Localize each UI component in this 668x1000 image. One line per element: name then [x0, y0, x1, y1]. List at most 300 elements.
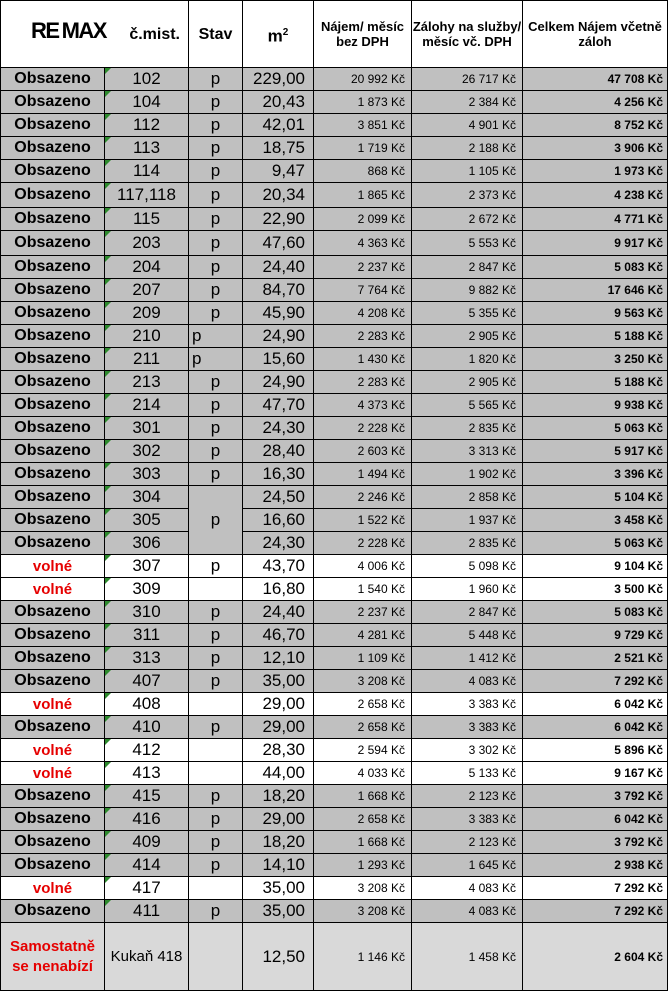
total-cell: 5 896 Kč	[523, 739, 668, 762]
deposit-cell: 2 847 Kč	[412, 601, 523, 624]
stav-cell: p	[189, 785, 243, 808]
total-cell: 2 604 Kč	[523, 923, 668, 991]
rent-cell: 3 851 Kč	[314, 114, 412, 137]
stav-cell: p	[189, 231, 243, 256]
unit-number-cell: 301	[105, 417, 189, 440]
deposit-cell: 4 083 Kč	[412, 670, 523, 693]
total-cell: 2 521 Kč	[523, 647, 668, 670]
deposit-cell: 1 458 Kč	[412, 923, 523, 991]
rent-cell: 1 146 Kč	[314, 923, 412, 991]
unit-number-cell: 413	[105, 762, 189, 785]
area-cell: 28,30	[243, 739, 314, 762]
area-cell: 47,70	[243, 394, 314, 417]
deposit-cell: 2 858 Kč	[412, 486, 523, 509]
table-row	[1, 739, 668, 762]
area-cell: 35,00	[243, 877, 314, 900]
unit-number-cell: 117,118	[105, 183, 189, 208]
stav-cell	[189, 762, 243, 785]
status-cell: Obsazeno	[1, 785, 105, 808]
area-cell: 18,75	[243, 137, 314, 160]
unit-number-cell: 114	[105, 160, 189, 183]
status-cell: Obsazeno	[1, 231, 105, 256]
area-cell: 24,90	[243, 371, 314, 394]
status-cell: Obsazeno	[1, 601, 105, 624]
unit-number-cell: 302	[105, 440, 189, 463]
rent-cell: 20 992 Kč	[314, 68, 412, 91]
unit-number-cell: 415	[105, 785, 189, 808]
area-cell: 18,20	[243, 831, 314, 854]
deposit-cell: 1 960 Kč	[412, 578, 523, 601]
unit-number-cell: 408	[105, 693, 189, 716]
unit-number-cell: 204	[105, 256, 189, 279]
rent-cell: 2 283 Kč	[314, 371, 412, 394]
deposit-cell: 4 083 Kč	[412, 877, 523, 900]
stav-cell: p	[189, 302, 243, 325]
rent-cell: 4 208 Kč	[314, 302, 412, 325]
rent-cell: 1 668 Kč	[314, 785, 412, 808]
table-row	[1, 601, 668, 624]
rent-cell: 2 594 Kč	[314, 739, 412, 762]
status-cell: Obsazeno	[1, 68, 105, 91]
deposit-cell: 1 937 Kč	[412, 509, 523, 532]
rent-cell: 1 540 Kč	[314, 578, 412, 601]
stav-cell: p	[189, 394, 243, 417]
stav-cell: p	[189, 256, 243, 279]
rent-cell: 2 603 Kč	[314, 440, 412, 463]
unit-number-cell: 115	[105, 208, 189, 231]
deposit-cell: 5 098 Kč	[412, 555, 523, 578]
unit-number-cell: 412	[105, 739, 189, 762]
deposit-cell: 2 123 Kč	[412, 831, 523, 854]
unit-number-cell: 407	[105, 670, 189, 693]
stav-cell	[189, 578, 243, 601]
unit-number-cell: 313	[105, 647, 189, 670]
total-cell: 9 938 Kč	[523, 394, 668, 417]
stav-cell: p	[189, 348, 243, 371]
deposit-cell: 2 373 Kč	[412, 183, 523, 208]
area-cell: 35,00	[243, 900, 314, 923]
total-cell: 9 167 Kč	[523, 762, 668, 785]
table-row	[1, 256, 668, 279]
status-cell: Obsazeno	[1, 670, 105, 693]
total-cell: 5 188 Kč	[523, 325, 668, 348]
table-row	[1, 624, 668, 647]
rent-cell: 2 658 Kč	[314, 716, 412, 739]
status-cell: volné	[1, 578, 105, 601]
deposit-cell: 3 383 Kč	[412, 693, 523, 716]
total-cell: 5 188 Kč	[523, 371, 668, 394]
total-cell: 7 292 Kč	[523, 877, 668, 900]
table-row	[1, 716, 668, 739]
area-cell: 15,60	[243, 348, 314, 371]
deposit-cell: 1 820 Kč	[412, 348, 523, 371]
unit-number-cell: 417	[105, 877, 189, 900]
header-m2: $m^2$	[243, 1, 314, 68]
unit-number-cell: 306	[105, 532, 189, 555]
unit-number-cell: 410	[105, 716, 189, 739]
rent-cell: 2 099 Kč	[314, 208, 412, 231]
area-cell: 43,70	[243, 555, 314, 578]
table-row	[1, 394, 668, 417]
total-cell: 9 729 Kč	[523, 624, 668, 647]
unit-number-cell: 213	[105, 371, 189, 394]
table-row	[1, 785, 668, 808]
stav-cell: p	[189, 647, 243, 670]
status-cell: Obsazeno	[1, 302, 105, 325]
deposit-cell: 3 313 Kč	[412, 440, 523, 463]
deposit-cell: 2 188 Kč	[412, 137, 523, 160]
deposit-cell: 2 835 Kč	[412, 532, 523, 555]
stav-cell: p	[189, 68, 243, 91]
table-row	[1, 670, 668, 693]
area-cell: 46,70	[243, 624, 314, 647]
total-cell: 5 063 Kč	[523, 417, 668, 440]
header-stav: Stav	[189, 1, 243, 68]
unit-number-cell: Kukaň 418	[105, 923, 189, 991]
total-cell: 1 973 Kč	[523, 160, 668, 183]
area-cell: 12,10	[243, 647, 314, 670]
header-celkem: Celkem Nájem včetně záloh	[523, 1, 668, 68]
area-cell: 29,00	[243, 693, 314, 716]
total-cell: 3 250 Kč	[523, 348, 668, 371]
table-row	[1, 208, 668, 231]
area-cell: 20,43	[243, 91, 314, 114]
total-cell: 5 083 Kč	[523, 601, 668, 624]
area-cell: 16,60	[243, 509, 314, 532]
table-row	[1, 509, 668, 532]
status-cell: Obsazeno	[1, 91, 105, 114]
area-cell: 9,47	[243, 160, 314, 183]
status-cell: Obsazeno	[1, 279, 105, 302]
rent-cell: 1 293 Kč	[314, 854, 412, 877]
unit-number-cell: 409	[105, 831, 189, 854]
table-row	[1, 555, 668, 578]
stav-cell: p	[189, 371, 243, 394]
table-row	[1, 762, 668, 785]
status-cell: volné	[1, 739, 105, 762]
deposit-cell: 9 882 Kč	[412, 279, 523, 302]
total-cell: 3 792 Kč	[523, 785, 668, 808]
table-row	[1, 137, 668, 160]
table-row	[1, 348, 668, 371]
table-row	[1, 486, 668, 509]
deposit-cell: 3 383 Kč	[412, 716, 523, 739]
rent-cell: 2 237 Kč	[314, 601, 412, 624]
unit-number-cell: 304	[105, 486, 189, 509]
rent-cell: 1 873 Kč	[314, 91, 412, 114]
total-cell: 3 906 Kč	[523, 137, 668, 160]
unit-number-cell: 211	[105, 348, 189, 371]
stav-cell: p	[189, 463, 243, 486]
deposit-cell: 2 905 Kč	[412, 325, 523, 348]
rent-cell: 2 237 Kč	[314, 256, 412, 279]
stav-cell: p	[189, 900, 243, 923]
table-row	[1, 463, 668, 486]
unit-number-cell: 214	[105, 394, 189, 417]
unit-number-cell: 113	[105, 137, 189, 160]
area-cell: 42,01	[243, 114, 314, 137]
deposit-cell: 4 083 Kč	[412, 900, 523, 923]
area-cell: 24,50	[243, 486, 314, 509]
stav-cell: p	[189, 208, 243, 231]
rent-cell: 2 228 Kč	[314, 532, 412, 555]
total-cell: 9 104 Kč	[523, 555, 668, 578]
area-cell: 24,40	[243, 601, 314, 624]
rent-cell: 1 668 Kč	[314, 831, 412, 854]
status-cell: Obsazeno	[1, 624, 105, 647]
unit-number-cell: 209	[105, 302, 189, 325]
stav-cell: p	[189, 716, 243, 739]
deposit-cell: 2 835 Kč	[412, 417, 523, 440]
area-cell: 22,90	[243, 208, 314, 231]
area-cell: 24,40	[243, 256, 314, 279]
deposit-cell: 3 302 Kč	[412, 739, 523, 762]
total-cell: 3 792 Kč	[523, 831, 668, 854]
unit-number-cell: 210	[105, 325, 189, 348]
stav-cell: p	[189, 91, 243, 114]
table-row	[1, 877, 668, 900]
total-cell: 5 917 Kč	[523, 440, 668, 463]
status-cell: Obsazeno	[1, 325, 105, 348]
area-cell: 45,90	[243, 302, 314, 325]
unit-number-cell: 203	[105, 231, 189, 256]
area-cell: 16,80	[243, 578, 314, 601]
deposit-cell: 1 105 Kč	[412, 160, 523, 183]
status-cell: Obsazeno	[1, 348, 105, 371]
rent-cell: 3 208 Kč	[314, 900, 412, 923]
table-row	[1, 68, 668, 91]
deposit-cell: 2 123 Kč	[412, 785, 523, 808]
area-cell: 24,30	[243, 417, 314, 440]
table-row	[1, 532, 668, 555]
total-cell: 6 042 Kč	[523, 808, 668, 831]
deposit-cell: 26 717 Kč	[412, 68, 523, 91]
rent-cell: 3 208 Kč	[314, 877, 412, 900]
unit-number-cell: 309	[105, 578, 189, 601]
area-cell: 29,00	[243, 716, 314, 739]
deposit-cell: 5 448 Kč	[412, 624, 523, 647]
status-cell: Obsazeno	[1, 532, 105, 555]
rent-cell: 3 208 Kč	[314, 670, 412, 693]
total-cell: 7 292 Kč	[523, 900, 668, 923]
status-cell: Obsazeno	[1, 831, 105, 854]
deposit-cell: 5 553 Kč	[412, 231, 523, 256]
deposit-cell: 2 847 Kč	[412, 256, 523, 279]
rent-cell: 1 430 Kč	[314, 348, 412, 371]
area-cell: 16,30	[243, 463, 314, 486]
area-cell: 14,10	[243, 854, 314, 877]
table-row-last	[1, 923, 668, 991]
table-row	[1, 279, 668, 302]
deposit-cell: 5 355 Kč	[412, 302, 523, 325]
rent-cell: 7 764 Kč	[314, 279, 412, 302]
stav-cell: p	[189, 624, 243, 647]
stav-cell: p	[189, 555, 243, 578]
total-cell: 5 083 Kč	[523, 256, 668, 279]
unit-number-cell: 311	[105, 624, 189, 647]
status-cell: Obsazeno	[1, 160, 105, 183]
remax-logo: RE MAX	[31, 18, 106, 43]
status-cell: Obsazeno	[1, 647, 105, 670]
unit-number-cell: 414	[105, 854, 189, 877]
status-cell: Obsazeno	[1, 256, 105, 279]
total-cell: 3 458 Kč	[523, 509, 668, 532]
status-cell: Obsazeno	[1, 808, 105, 831]
total-cell: 3 500 Kč	[523, 578, 668, 601]
table-row	[1, 647, 668, 670]
status-cell: Obsazeno	[1, 509, 105, 532]
rent-cell: 1 865 Kč	[314, 183, 412, 208]
deposit-cell: 2 672 Kč	[412, 208, 523, 231]
table-row	[1, 302, 668, 325]
total-cell: 4 256 Kč	[523, 91, 668, 114]
area-cell: 12,50	[243, 923, 314, 991]
deposit-cell: 1 645 Kč	[412, 854, 523, 877]
stav-cell: p	[189, 279, 243, 302]
status-cell: Obsazeno	[1, 394, 105, 417]
area-cell: 35,00	[243, 670, 314, 693]
total-cell: 7 292 Kč	[523, 670, 668, 693]
table-row	[1, 231, 668, 256]
rent-cell: 1 109 Kč	[314, 647, 412, 670]
unit-number-cell: 102	[105, 68, 189, 91]
total-cell: 4 238 Kč	[523, 183, 668, 208]
area-cell: 28,40	[243, 440, 314, 463]
total-cell: 6 042 Kč	[523, 716, 668, 739]
status-cell: volné	[1, 762, 105, 785]
rent-cell: 2 246 Kč	[314, 486, 412, 509]
area-cell: 24,90	[243, 325, 314, 348]
rent-cell: 2 283 Kč	[314, 325, 412, 348]
rent-cell: 4 033 Kč	[314, 762, 412, 785]
status-cell: Obsazeno	[1, 137, 105, 160]
total-cell: 2 938 Kč	[523, 854, 668, 877]
total-cell: 17 646 Kč	[523, 279, 668, 302]
rent-cell: 2 228 Kč	[314, 417, 412, 440]
stav-cell: p	[189, 183, 243, 208]
status-cell: Obsazeno	[1, 716, 105, 739]
rent-cell: 4 006 Kč	[314, 555, 412, 578]
status-cell: Obsazeno	[1, 371, 105, 394]
table-row	[1, 693, 668, 716]
area-cell: 20,34	[243, 183, 314, 208]
status-cell: Obsazeno	[1, 183, 105, 208]
table-row	[1, 160, 668, 183]
unit-number-cell: 303	[105, 463, 189, 486]
header-zalohy: Zálohy na služby/ měsíc vč. DPH	[412, 1, 523, 68]
header-row	[1, 1, 668, 68]
deposit-cell: 1 412 Kč	[412, 647, 523, 670]
status-cell: Obsazeno	[1, 417, 105, 440]
status-cell: Obsazeno	[1, 208, 105, 231]
table-row	[1, 183, 668, 208]
status-cell: Obsazeno	[1, 854, 105, 877]
rent-cell: 868 Kč	[314, 160, 412, 183]
status-cell: Obsazeno	[1, 486, 105, 509]
total-cell: 9 917 Kč	[523, 231, 668, 256]
total-cell: 5 063 Kč	[523, 532, 668, 555]
unit-number-cell: 307	[105, 555, 189, 578]
unit-number-cell: 310	[105, 601, 189, 624]
stav-cell: p	[189, 808, 243, 831]
status-cell: Samostatně se nenabízí	[1, 923, 105, 991]
total-cell: 5 104 Kč	[523, 486, 668, 509]
unit-number-cell: 112	[105, 114, 189, 137]
area-cell: 229,00	[243, 68, 314, 91]
stav-cell: p	[189, 114, 243, 137]
deposit-cell: 4 901 Kč	[412, 114, 523, 137]
table-row	[1, 371, 668, 394]
status-cell: Obsazeno	[1, 463, 105, 486]
rent-cell: 1 494 Kč	[314, 463, 412, 486]
rent-cell: 2 658 Kč	[314, 808, 412, 831]
unit-number-cell: 207	[105, 279, 189, 302]
stav-cell	[189, 693, 243, 716]
area-cell: 29,00	[243, 808, 314, 831]
status-cell: Obsazeno	[1, 114, 105, 137]
stav-cell: p	[189, 601, 243, 624]
stav-cell	[189, 877, 243, 900]
rent-cell: 4 373 Kč	[314, 394, 412, 417]
stav-cell: p	[189, 417, 243, 440]
total-cell: 3 396 Kč	[523, 463, 668, 486]
area-cell: 24,30	[243, 532, 314, 555]
stav-cell: p	[189, 670, 243, 693]
total-cell: 8 752 Kč	[523, 114, 668, 137]
rent-cell: 2 658 Kč	[314, 693, 412, 716]
unit-number-cell: 104	[105, 91, 189, 114]
rent-cell: 4 281 Kč	[314, 624, 412, 647]
status-cell: volné	[1, 693, 105, 716]
status-cell: volné	[1, 555, 105, 578]
deposit-cell: 2 905 Kč	[412, 371, 523, 394]
status-cell: Obsazeno	[1, 900, 105, 923]
total-cell: 9 563 Kč	[523, 302, 668, 325]
deposit-cell: 5 133 Kč	[412, 762, 523, 785]
table-row	[1, 854, 668, 877]
area-cell: 47,60	[243, 231, 314, 256]
unit-number-cell: 305	[105, 509, 189, 532]
deposit-cell: 1 902 Kč	[412, 463, 523, 486]
stav-cell: p	[189, 831, 243, 854]
rent-cell: 1 522 Kč	[314, 509, 412, 532]
deposit-cell: 3 383 Kč	[412, 808, 523, 831]
area-cell: 44,00	[243, 762, 314, 785]
stav-cell: p	[189, 854, 243, 877]
table-row	[1, 578, 668, 601]
stav-cell	[189, 739, 243, 762]
stav-cell: p	[189, 486, 243, 555]
table-row	[1, 900, 668, 923]
header-najem: Nájem/ měsíc bez DPH	[314, 1, 412, 68]
stav-cell: p	[189, 325, 243, 348]
unit-number-cell: 411	[105, 900, 189, 923]
table-row	[1, 114, 668, 137]
table-row	[1, 325, 668, 348]
table-row	[1, 417, 668, 440]
table-row	[1, 831, 668, 854]
header-cislo	[1, 1, 189, 68]
status-cell: volné	[1, 877, 105, 900]
total-cell: 47 708 Kč	[523, 68, 668, 91]
unit-number-cell: 416	[105, 808, 189, 831]
table-row	[1, 808, 668, 831]
deposit-cell: 5 565 Kč	[412, 394, 523, 417]
rent-cell: 4 363 Kč	[314, 231, 412, 256]
total-cell: 4 771 Kč	[523, 208, 668, 231]
total-cell: 6 042 Kč	[523, 693, 668, 716]
stav-cell: p	[189, 160, 243, 183]
